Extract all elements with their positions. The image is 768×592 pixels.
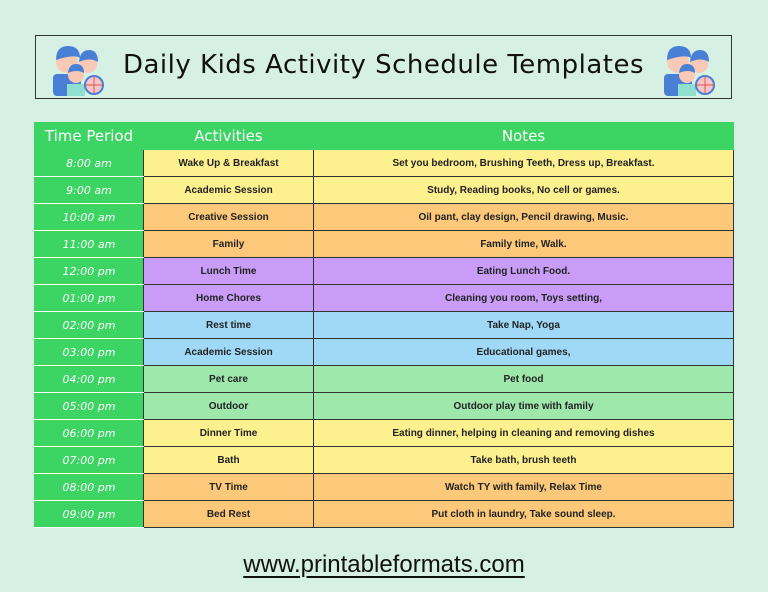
- notes-cell: Study, Reading books, No cell or games.: [314, 177, 734, 204]
- table-row: [35, 258, 734, 285]
- notes-cell: Outdoor play time with family: [314, 393, 734, 420]
- activity-cell: Wake Up & Breakfast: [144, 150, 314, 177]
- time-cell: 07:00 pm: [35, 447, 144, 474]
- table-row: [35, 447, 734, 474]
- table-row: [35, 339, 734, 366]
- time-cell: 05:00 pm: [35, 393, 144, 420]
- table-row: [35, 285, 734, 312]
- time-cell: 06:00 pm: [35, 420, 144, 447]
- time-cell: 03:00 pm: [35, 339, 144, 366]
- activity-cell: Rest time: [144, 312, 314, 339]
- table-row: [35, 501, 734, 528]
- time-cell: 10:00 am: [35, 204, 144, 231]
- table-row: [35, 177, 734, 204]
- time-cell: 8:00 am: [35, 150, 144, 177]
- time-cell: 11:00 am: [35, 231, 144, 258]
- notes-cell: Cleaning you room, Toys setting,: [314, 285, 734, 312]
- table-row: [35, 474, 734, 501]
- notes-cell: Pet food: [314, 366, 734, 393]
- page-title: Daily Kids Activity Schedule Templates: [122, 50, 645, 80]
- table-row: [35, 312, 734, 339]
- notes-cell: Eating dinner, helping in cleaning and removing dishes: [314, 420, 734, 447]
- notes-cell: Put cloth in laundry, Take sound sleep.: [314, 501, 734, 528]
- notes-cell: Oil pant, clay design, Pencil drawing, Music.: [314, 204, 734, 231]
- table-row: [35, 150, 734, 177]
- activity-cell: TV Time: [144, 474, 314, 501]
- activity-cell: Outdoor: [144, 393, 314, 420]
- activity-cell: Pet care: [144, 366, 314, 393]
- notes-cell: Family time, Walk.: [314, 231, 734, 258]
- time-cell: 09:00 pm: [35, 501, 144, 528]
- header-row: [35, 123, 734, 150]
- table-row: [35, 231, 734, 258]
- activity-cell: Academic Session: [144, 177, 314, 204]
- activity-cell: Dinner Time: [144, 420, 314, 447]
- website-link[interactable]: www.printableformats.com: [243, 551, 525, 578]
- table-row: [35, 366, 734, 393]
- time-cell: 04:00 pm: [35, 366, 144, 393]
- activity-cell: Lunch Time: [144, 258, 314, 285]
- notes-cell: Educational games,: [314, 339, 734, 366]
- activity-cell: Bath: [144, 447, 314, 474]
- table-row: [35, 393, 734, 420]
- header-notes: Notes: [314, 123, 734, 150]
- notes-cell: Eating Lunch Food.: [314, 258, 734, 285]
- schedule-table: [34, 122, 734, 528]
- notes-cell: Take bath, brush teeth: [314, 447, 734, 474]
- activity-cell: Bed Rest: [144, 501, 314, 528]
- time-cell: 01:00 pm: [35, 285, 144, 312]
- notes-cell: Watch TY with family, Relax Time: [314, 474, 734, 501]
- family-icon: [661, 42, 719, 96]
- header-time: Time Period: [35, 123, 144, 150]
- activity-cell: Creative Session: [144, 204, 314, 231]
- time-cell: 08:00 pm: [35, 474, 144, 501]
- header-activity: Activities: [144, 123, 314, 150]
- time-cell: 9:00 am: [35, 177, 144, 204]
- notes-cell: Take Nap, Yoga: [314, 312, 734, 339]
- table-row: [35, 204, 734, 231]
- time-cell: 12:00 pm: [35, 258, 144, 285]
- table-row: [35, 420, 734, 447]
- activity-cell: Academic Session: [144, 339, 314, 366]
- activity-cell: Home Chores: [144, 285, 314, 312]
- activity-cell: Family: [144, 231, 314, 258]
- title-banner: [35, 35, 732, 99]
- notes-cell: Set you bedroom, Brushing Teeth, Dress up, Breakfast.: [314, 150, 734, 177]
- time-cell: 02:00 pm: [35, 312, 144, 339]
